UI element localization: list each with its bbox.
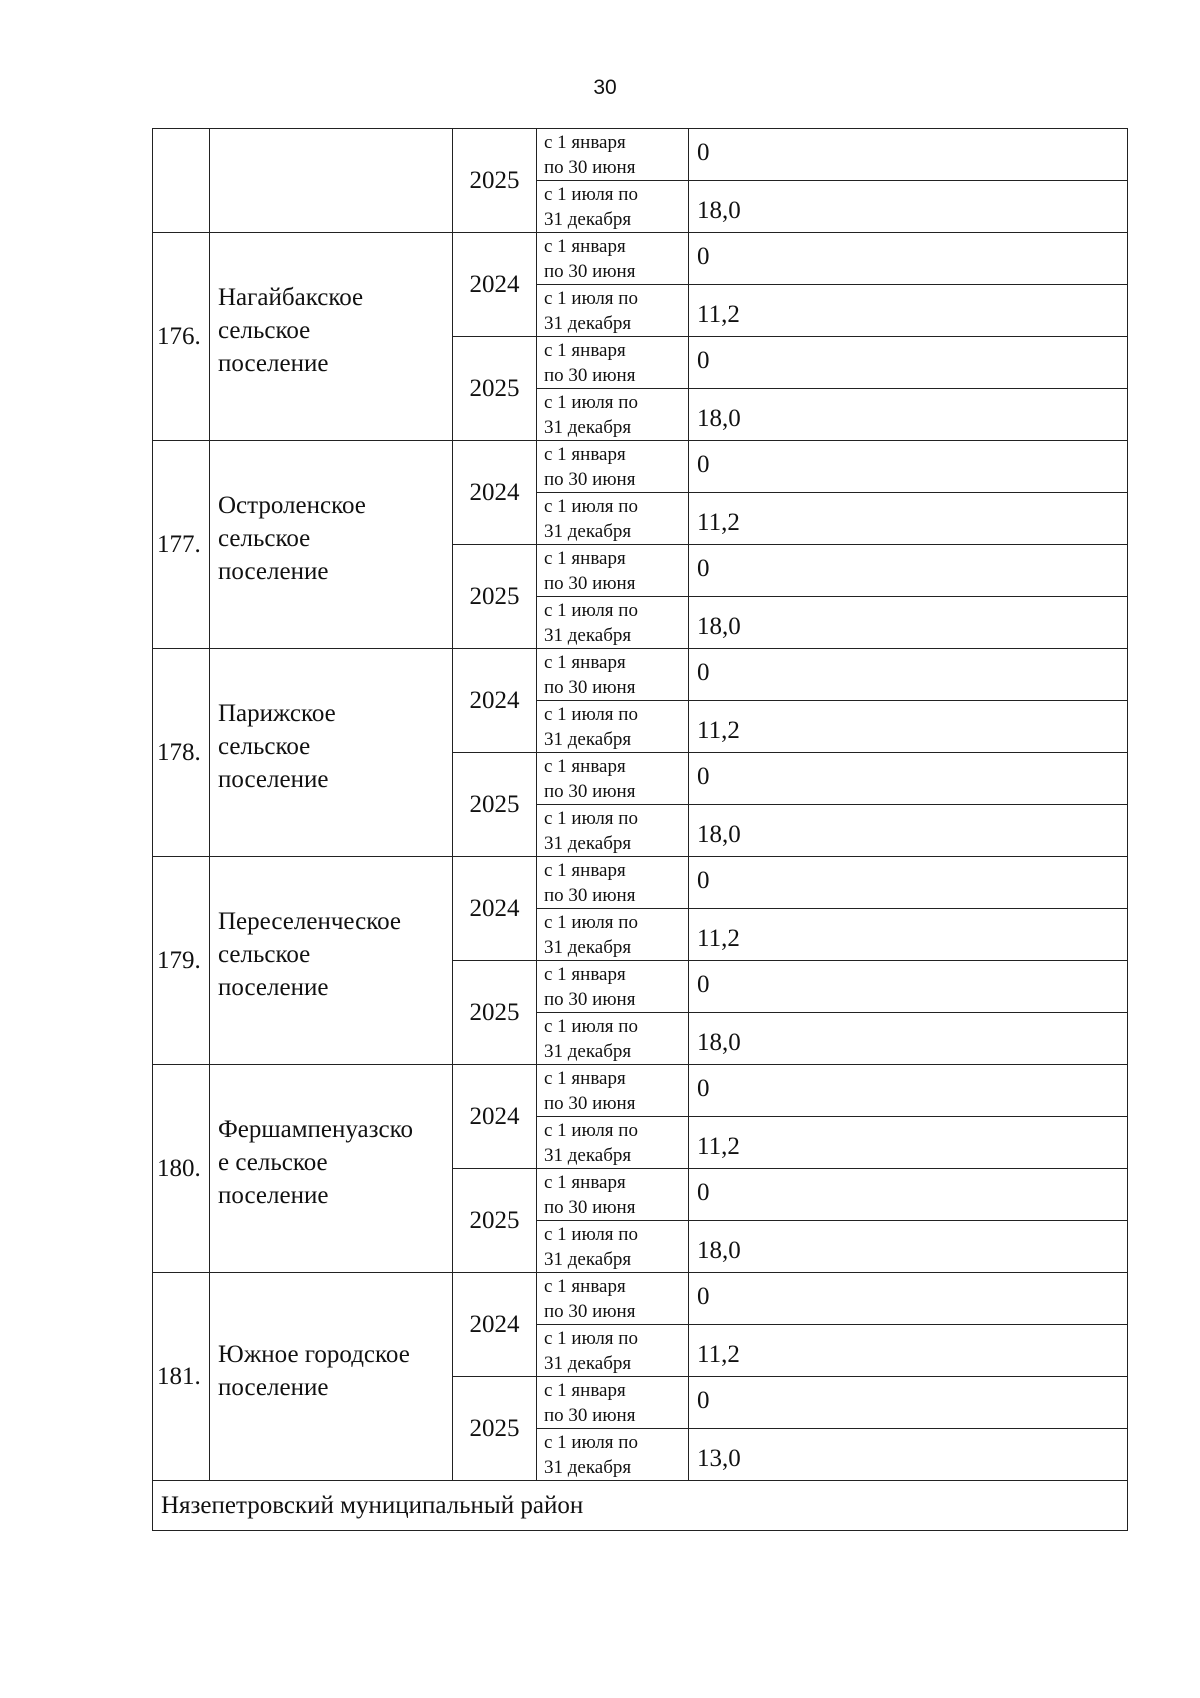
period-cell [537, 597, 689, 649]
period-line: с 1 января [544, 443, 626, 465]
period-cell [537, 961, 689, 1013]
value-text: 18,0 [697, 612, 741, 640]
table-row [153, 441, 1128, 493]
value-text: 0 [697, 1386, 710, 1414]
period-line: с 1 июля по [544, 183, 638, 205]
value-cell [689, 1065, 1128, 1117]
period-line: с 1 июля по [544, 599, 638, 621]
period-cell [537, 337, 689, 389]
period-line: по 30 июня [544, 468, 636, 490]
settlement-name-cell: Остроленское сельское поселение [210, 441, 453, 649]
value-cell [689, 1429, 1128, 1481]
value-text: 11,2 [697, 716, 740, 744]
table-row-district [153, 1481, 1128, 1531]
period-cell [537, 701, 689, 753]
period-cell [537, 909, 689, 961]
period-line: по 30 июня [544, 1196, 636, 1218]
year-cell: 2024 [453, 1273, 537, 1377]
period-line: с 1 января [544, 339, 626, 361]
value-cell [689, 597, 1128, 649]
row-number-cell [153, 129, 210, 233]
value-cell [689, 1221, 1128, 1273]
year-cell: 2025 [453, 129, 537, 233]
period-cell [537, 805, 689, 857]
value-cell [689, 129, 1128, 181]
value-text: 0 [697, 554, 710, 582]
period-cell [537, 1325, 689, 1377]
period-line: 31 декабря [544, 208, 632, 230]
settlement-name-cell: Переселенческое сельское поселение [210, 857, 453, 1065]
period-line: с 1 января [544, 1379, 626, 1401]
value-cell [689, 649, 1128, 701]
value-text: 13,0 [697, 1444, 741, 1472]
value-text: 0 [697, 866, 710, 894]
period-line: с 1 июля по [544, 911, 638, 933]
period-line: по 30 июня [544, 572, 636, 594]
period-line: по 30 июня [544, 676, 636, 698]
period-line: с 1 июля по [544, 1015, 638, 1037]
period-line: по 30 июня [544, 364, 636, 386]
period-cell [537, 1065, 689, 1117]
period-line: по 30 июня [544, 1092, 636, 1114]
settlement-name-cell: Фершампенуазско е сельское поселение [210, 1065, 453, 1273]
value-cell [689, 701, 1128, 753]
period-line: по 30 июня [544, 260, 636, 282]
settlement-name-cell: Южное городское поселение [210, 1273, 453, 1481]
period-cell [537, 1013, 689, 1065]
year-cell: 2025 [453, 1169, 537, 1273]
value-text: 0 [697, 658, 710, 686]
period-line: 31 декабря [544, 624, 632, 646]
period-line: 31 декабря [544, 312, 632, 334]
year-cell: 2024 [453, 441, 537, 545]
year-cell: 2024 [453, 1065, 537, 1169]
tariff-table [152, 128, 1128, 1531]
period-cell [537, 649, 689, 701]
value-cell [689, 493, 1128, 545]
period-cell [537, 857, 689, 909]
row-number-cell: 180. [153, 1065, 210, 1273]
period-line: 31 декабря [544, 1456, 632, 1478]
year-cell: 2025 [453, 545, 537, 649]
period-line: с 1 июля по [544, 807, 638, 829]
page-number: 30 [593, 76, 617, 99]
period-line: с 1 июля по [544, 1431, 638, 1453]
value-text: 18,0 [697, 196, 741, 224]
value-text: 11,2 [697, 300, 740, 328]
period-line: 31 декабря [544, 832, 632, 854]
period-line: с 1 января [544, 1067, 626, 1089]
value-cell [689, 857, 1128, 909]
value-text: 18,0 [697, 1028, 741, 1056]
period-line: по 30 июня [544, 1300, 636, 1322]
value-text: 11,2 [697, 508, 740, 536]
value-cell [689, 1325, 1128, 1377]
period-line: по 30 июня [544, 1404, 636, 1426]
value-text: 18,0 [697, 1236, 741, 1264]
value-text: 11,2 [697, 924, 740, 952]
period-line: по 30 июня [544, 884, 636, 906]
value-cell [689, 753, 1128, 805]
table-row [153, 857, 1128, 909]
period-cell [537, 1429, 689, 1481]
year-cell: 2024 [453, 857, 537, 961]
value-text: 0 [697, 1178, 710, 1206]
value-cell [689, 1013, 1128, 1065]
value-cell [689, 441, 1128, 493]
period-cell [537, 233, 689, 285]
period-line: с 1 июля по [544, 391, 638, 413]
period-cell [537, 1169, 689, 1221]
period-line: 31 декабря [544, 936, 632, 958]
row-number-cell: 177. [153, 441, 210, 649]
value-cell [689, 805, 1128, 857]
period-line: 31 декабря [544, 520, 632, 542]
settlement-name-cell [210, 129, 453, 233]
period-line: с 1 июля по [544, 495, 638, 517]
value-cell [689, 181, 1128, 233]
period-line: с 1 января [544, 235, 626, 257]
period-line: 31 декабря [544, 728, 632, 750]
period-line: с 1 июля по [544, 1327, 638, 1349]
period-cell [537, 389, 689, 441]
period-line: с 1 января [544, 131, 626, 153]
period-cell [537, 1273, 689, 1325]
table-row [153, 1273, 1128, 1325]
row-number-cell: 179. [153, 857, 210, 1065]
table-row [153, 649, 1128, 701]
period-cell [537, 493, 689, 545]
value-cell [689, 389, 1128, 441]
table-row [153, 129, 1128, 181]
period-cell [537, 285, 689, 337]
period-line: 31 декабря [544, 1040, 632, 1062]
period-cell [537, 129, 689, 181]
value-cell [689, 1117, 1128, 1169]
year-cell: 2025 [453, 961, 537, 1065]
value-text: 18,0 [697, 404, 741, 432]
value-cell [689, 545, 1128, 597]
value-cell [689, 285, 1128, 337]
value-cell [689, 961, 1128, 1013]
row-number-cell: 181. [153, 1273, 210, 1481]
period-line: с 1 января [544, 859, 626, 881]
value-text: 0 [697, 346, 710, 374]
period-line: с 1 июля по [544, 703, 638, 725]
row-number-cell: 178. [153, 649, 210, 857]
period-line: с 1 июля по [544, 1223, 638, 1245]
period-line: с 1 января [544, 651, 626, 673]
value-cell [689, 1169, 1128, 1221]
year-cell: 2024 [453, 649, 537, 753]
period-line: по 30 июня [544, 156, 636, 178]
period-cell [537, 545, 689, 597]
period-line: по 30 июня [544, 780, 636, 802]
period-cell [537, 1221, 689, 1273]
value-text: 11,2 [697, 1132, 740, 1160]
period-line: с 1 января [544, 547, 626, 569]
value-text: 0 [697, 1282, 710, 1310]
period-line: по 30 июня [544, 988, 636, 1010]
period-line: с 1 июля по [544, 1119, 638, 1141]
value-text: 0 [697, 1074, 710, 1102]
period-cell [537, 441, 689, 493]
table-body [153, 129, 1128, 1531]
period-line: с 1 июля по [544, 287, 638, 309]
value-text: 0 [697, 970, 710, 998]
year-cell: 2025 [453, 337, 537, 441]
value-text: 0 [697, 762, 710, 790]
period-line: 31 декабря [544, 1352, 632, 1374]
district-name: Нязепетровский муниципальный район [153, 1481, 1128, 1531]
period-cell [537, 181, 689, 233]
year-cell: 2025 [453, 1377, 537, 1481]
value-cell [689, 909, 1128, 961]
period-cell [537, 753, 689, 805]
year-cell: 2024 [453, 233, 537, 337]
settlement-name-cell: Парижское сельское поселение [210, 649, 453, 857]
settlement-name-cell: Нагайбакское сельское поселение [210, 233, 453, 441]
period-line: 31 декабря [544, 1144, 632, 1166]
period-line: с 1 января [544, 1171, 626, 1193]
row-number-cell: 176. [153, 233, 210, 441]
table-row [153, 233, 1128, 285]
value-text: 18,0 [697, 820, 741, 848]
period-line: 31 декабря [544, 1248, 632, 1270]
period-cell [537, 1377, 689, 1429]
period-line: с 1 января [544, 755, 626, 777]
value-text: 11,2 [697, 1340, 740, 1368]
value-cell [689, 337, 1128, 389]
value-text: 0 [697, 450, 710, 478]
value-cell [689, 233, 1128, 285]
table-row [153, 1065, 1128, 1117]
period-line: 31 декабря [544, 416, 632, 438]
value-cell [689, 1273, 1128, 1325]
period-line: с 1 января [544, 1275, 626, 1297]
value-cell [689, 1377, 1128, 1429]
value-text: 0 [697, 242, 710, 270]
year-cell: 2025 [453, 753, 537, 857]
period-cell [537, 1117, 689, 1169]
value-text: 0 [697, 138, 710, 166]
period-line: с 1 января [544, 963, 626, 985]
